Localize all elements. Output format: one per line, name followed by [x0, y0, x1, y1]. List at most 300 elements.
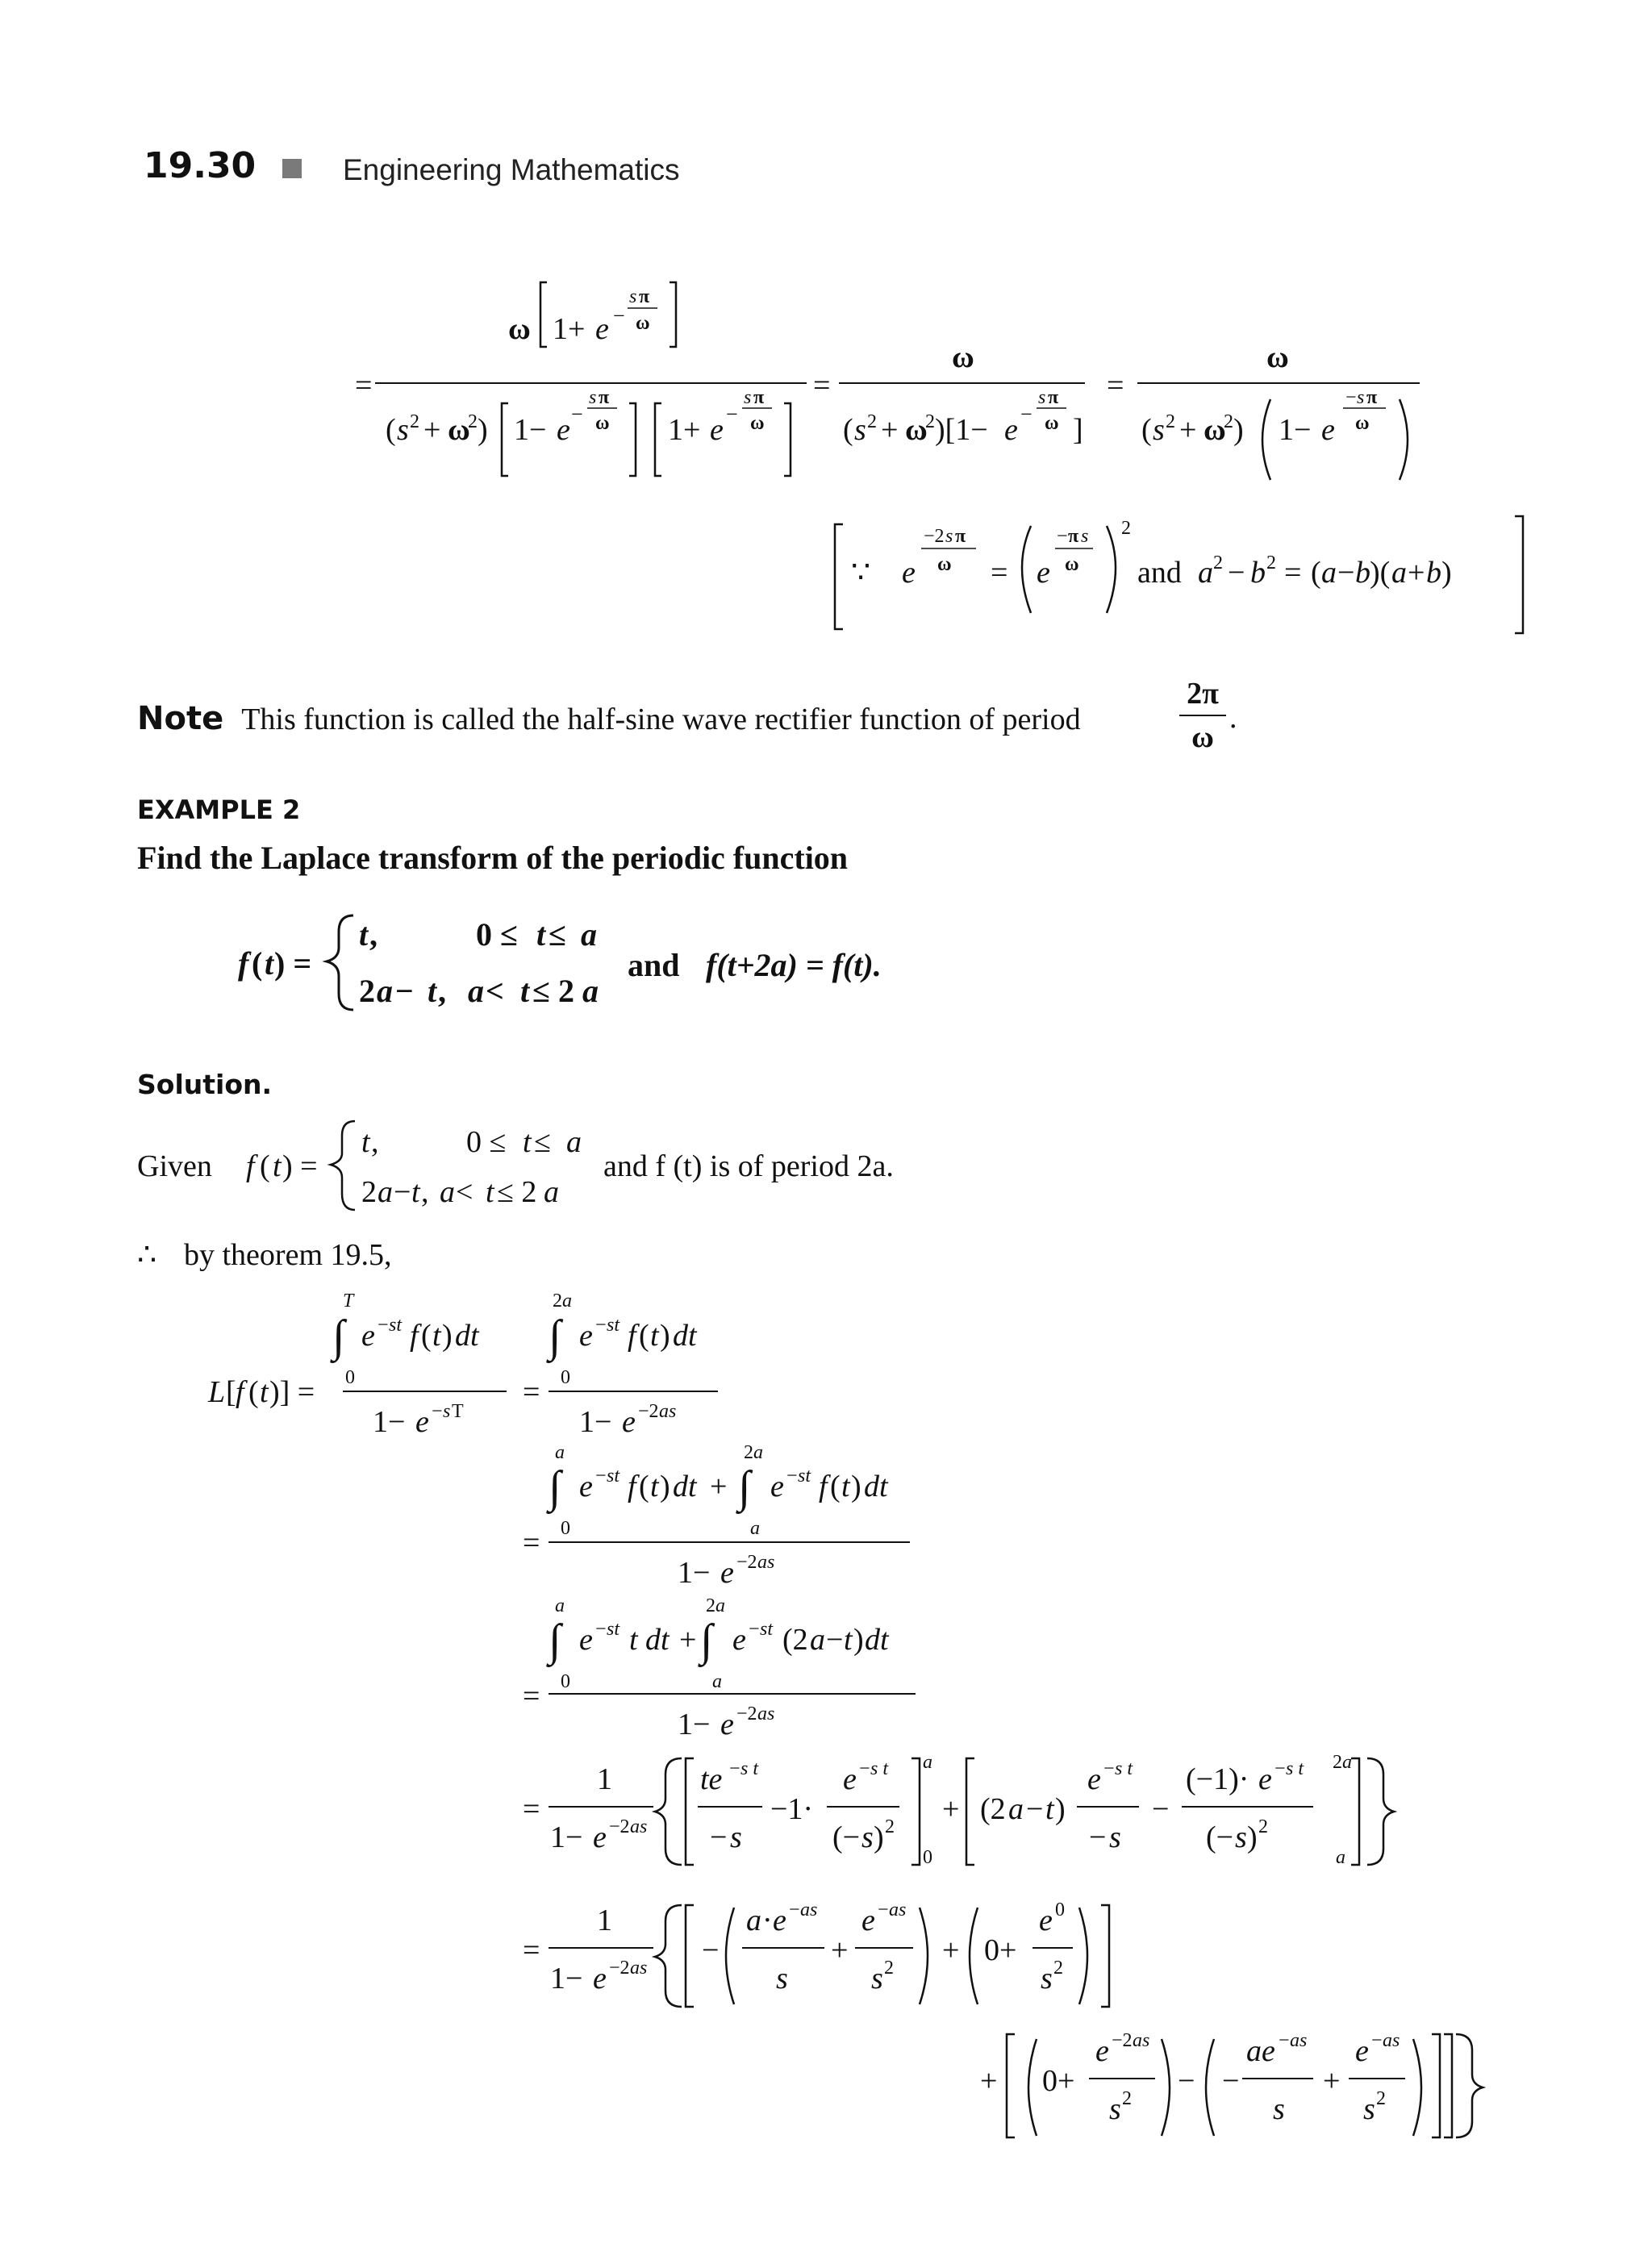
example-label: EXAMPLE 2 [137, 794, 301, 825]
svg-text:t: t [273, 1149, 282, 1183]
svg-text:−2: −2 [1112, 2030, 1133, 2051]
svg-text:0: 0 [345, 1367, 355, 1388]
svg-text:,: , [371, 1125, 379, 1159]
svg-text:π: π [1068, 526, 1079, 547]
svg-text:e: e [579, 1470, 593, 1503]
svg-text:2: 2 [1224, 411, 1233, 432]
svg-text:(: ( [260, 1149, 270, 1183]
svg-text:as: as [1383, 2030, 1400, 2051]
svg-text:−: − [378, 1315, 389, 1336]
svg-text:f: f [819, 1470, 828, 1503]
svg-text:0: 0 [561, 1367, 570, 1388]
svg-text:s: s [945, 526, 953, 547]
svg-text:as: as [659, 1401, 677, 1422]
svg-text:e: e [902, 556, 916, 590]
svg-text:1: 1 [597, 1904, 612, 1937]
svg-text:1+: 1+ [553, 312, 586, 346]
svg-text:+: + [942, 1933, 960, 1967]
svg-text:b: b [1426, 556, 1441, 590]
svg-text:): ) [1055, 1792, 1066, 1826]
svg-text:e: e [595, 312, 609, 346]
svg-text:0: 0 [561, 1671, 570, 1692]
theorem-text: by theorem 19.5, [184, 1238, 392, 1272]
svg-text:t: t [841, 1470, 850, 1503]
svg-text:t: t [265, 945, 274, 982]
svg-text:−: − [1057, 526, 1068, 547]
svg-text:e: e [720, 1556, 734, 1590]
svg-text:≤ 2: ≤ 2 [532, 973, 574, 1009]
svg-text:s: s [589, 387, 597, 408]
svg-text:as: as [1290, 2030, 1308, 2051]
svg-text:−: − [789, 1899, 800, 1920]
svg-text:as: as [757, 1703, 775, 1724]
svg-text:t: t [520, 973, 530, 1009]
svg-text:t: t [523, 1125, 532, 1159]
svg-text:st: st [607, 1619, 620, 1640]
svg-text:e: e [720, 1708, 734, 1741]
svg-text:0+: 0+ [1042, 2064, 1075, 2098]
svg-text:e: e [843, 1762, 857, 1796]
svg-text:e: e [710, 413, 724, 447]
svg-text:a: a [378, 1175, 393, 1209]
given-label: Given [137, 1149, 212, 1183]
svg-text:−: − [1337, 556, 1355, 590]
svg-text:(: ( [386, 413, 396, 447]
svg-text:a: a [712, 1671, 722, 1692]
svg-text:−1·: −1· [770, 1792, 814, 1826]
svg-text:−: − [702, 1933, 720, 1967]
svg-text:dt: dt [673, 1319, 697, 1353]
svg-text:te: te [700, 1762, 723, 1796]
svg-text:]: ] [1073, 413, 1083, 447]
svg-text:a: a [581, 916, 597, 953]
svg-text:s: s [1363, 2092, 1375, 2126]
svg-text:∴: ∴ [137, 1238, 157, 1272]
svg-text:−: − [1279, 2030, 1290, 2051]
svg-text:s: s [854, 413, 866, 447]
svg-text:L: L [208, 1375, 226, 1409]
svg-text:a: a [1198, 556, 1213, 590]
svg-text:−2: −2 [736, 1703, 757, 1724]
svg-text:1: 1 [597, 1762, 612, 1796]
svg-text:1−: 1− [579, 1405, 612, 1439]
svg-text:≤ 2: ≤ 2 [497, 1175, 537, 1209]
svg-text:e: e [1087, 1762, 1101, 1796]
svg-text:ω: ω [1355, 413, 1370, 434]
svg-text:0 ≤: 0 ≤ [466, 1125, 507, 1159]
svg-text:t dt: t dt [629, 1623, 670, 1657]
svg-text:−: − [878, 1899, 889, 1920]
svg-text:−: − [1371, 2030, 1383, 2051]
svg-text:t: t [428, 973, 437, 1009]
svg-text:e: e [732, 1623, 746, 1657]
svg-text:−: − [595, 1466, 607, 1487]
svg-text:a: a [923, 1752, 932, 1773]
svg-text:a: a [566, 1125, 582, 1159]
svg-text:2: 2 [410, 411, 419, 432]
svg-text:e: e [773, 1904, 786, 1937]
svg-text:−: − [1274, 1758, 1286, 1779]
svg-text:s: s [1357, 387, 1365, 408]
svg-text:0: 0 [1055, 1899, 1065, 1920]
svg-text:π: π [955, 526, 966, 547]
svg-text:∫: ∫ [549, 1462, 561, 1512]
svg-text:ω: ω [952, 340, 974, 374]
svg-text:s t: s t [1286, 1758, 1304, 1779]
svg-text:1−: 1− [678, 1708, 711, 1741]
svg-text:−: − [595, 1619, 607, 1640]
svg-text:,: , [369, 916, 378, 953]
svg-text:+: + [942, 1792, 960, 1826]
svg-text:a: a [1336, 1847, 1345, 1868]
note-period-den: ω [1191, 720, 1214, 754]
svg-text:s: s [730, 1820, 742, 1854]
svg-text:s: s [871, 1962, 883, 1995]
svg-text:): ) [660, 1470, 670, 1503]
svg-text:−: − [1020, 402, 1032, 426]
svg-text:a: a [1391, 556, 1407, 590]
svg-text:dt: dt [864, 1470, 888, 1503]
svg-text:s: s [1153, 413, 1165, 447]
svg-text:st: st [607, 1315, 620, 1336]
svg-text:(: ( [1311, 556, 1321, 590]
svg-text:e: e [770, 1470, 784, 1503]
svg-text:=: = [355, 369, 373, 402]
hint-and: and [1137, 556, 1182, 590]
svg-text:a: a [555, 1595, 565, 1616]
svg-text:2: 2 [1121, 518, 1131, 539]
svg-text:1−: 1− [550, 1962, 583, 1995]
svg-text:)[1−: )[1− [935, 413, 988, 447]
svg-text:): ) [1247, 1820, 1258, 1854]
svg-text:s t: s t [870, 1758, 889, 1779]
svg-text:=: = [1107, 369, 1124, 402]
svg-text:−: − [595, 1315, 607, 1336]
svg-text:,: , [438, 973, 446, 1009]
svg-text:t: t [432, 1319, 441, 1353]
note-period-num: 2π [1187, 677, 1219, 711]
svg-text:a: a [746, 1904, 761, 1937]
svg-text:∫: ∫ [700, 1616, 713, 1666]
svg-text:t: t [359, 916, 369, 953]
svg-text:=: = [523, 1792, 540, 1826]
svg-text:as: as [757, 1552, 775, 1573]
svg-text:2: 2 [1266, 553, 1276, 573]
svg-text:T: T [343, 1291, 354, 1311]
svg-text:2: 2 [867, 411, 877, 432]
svg-text:1−: 1− [1279, 413, 1312, 447]
svg-text:−: − [571, 402, 583, 426]
svg-text:−: − [729, 1758, 740, 1779]
svg-text:∫: ∫ [549, 1311, 561, 1362]
svg-text:a: a [1008, 1792, 1024, 1826]
svg-text:e: e [557, 413, 570, 447]
svg-text:=: = [991, 556, 1008, 590]
svg-text:): ) [853, 1623, 864, 1657]
svg-text:f: f [236, 1375, 244, 1409]
svg-text:−: − [859, 1758, 870, 1779]
svg-text:): ) [660, 1319, 670, 1353]
svg-text:π: π [753, 387, 765, 408]
svg-text:e: e [1039, 1904, 1053, 1937]
book-title: Engineering Mathematics [343, 153, 680, 186]
svg-text:)] =: )] = [269, 1375, 315, 1409]
svg-text:−: − [786, 1466, 798, 1487]
svg-text:−: − [1178, 2064, 1195, 2098]
svg-text:=: = [813, 369, 831, 402]
svg-text:t: t [361, 1125, 370, 1159]
svg-text:[: [ [226, 1375, 236, 1409]
svg-text:+: + [710, 1470, 728, 1503]
svg-text:e: e [622, 1405, 636, 1439]
svg-text:e: e [1004, 413, 1018, 447]
svg-text:(−1)·: (−1)· [1186, 1762, 1249, 1796]
example-statement: Find the Laplace transform of the periodic function [137, 840, 849, 876]
svg-text:(−: (− [832, 1820, 861, 1854]
svg-text:a: a [377, 973, 393, 1009]
svg-text:f: f [238, 945, 249, 982]
svg-text:(: ( [843, 413, 853, 447]
example-condition: f(t+2a) = f(t). [706, 947, 882, 983]
svg-text:ω: ω [937, 554, 952, 575]
svg-text:as: as [630, 1816, 648, 1837]
svg-text:=: = [523, 1526, 540, 1560]
svg-text:s t: s t [740, 1758, 759, 1779]
svg-text:−2: −2 [609, 1816, 630, 1837]
svg-text:−: − [395, 973, 414, 1009]
svg-text:−2: −2 [924, 526, 945, 547]
svg-text:e: e [593, 1820, 607, 1854]
svg-text:2: 2 [1166, 411, 1175, 432]
svg-text:s: s [776, 1962, 788, 1995]
svg-text:2: 2 [553, 1291, 562, 1311]
svg-text:(: ( [830, 1470, 841, 1503]
svg-text:s: s [443, 1401, 451, 1422]
svg-text:e: e [415, 1405, 429, 1439]
svg-text:s: s [1038, 387, 1046, 408]
svg-text:−: − [726, 402, 738, 426]
svg-text:0+: 0+ [984, 1933, 1017, 1967]
svg-text:ω: ω [508, 312, 531, 346]
svg-text:2: 2 [1053, 1958, 1063, 1979]
svg-text:)(: )( [1370, 556, 1391, 590]
svg-text:ω: ω [595, 413, 610, 434]
svg-text:−: − [826, 1623, 844, 1657]
svg-text:s: s [629, 286, 637, 307]
svg-text:s: s [1109, 1820, 1121, 1854]
svg-text:s: s [1109, 2092, 1121, 2126]
svg-text:dt: dt [673, 1470, 697, 1503]
svg-text:e: e [1355, 2034, 1369, 2068]
svg-text:∫: ∫ [738, 1462, 751, 1512]
svg-text:=: = [523, 1375, 540, 1409]
svg-text:(: ( [252, 945, 263, 982]
svg-text:2: 2 [359, 973, 375, 1009]
svg-text:st: st [798, 1466, 811, 1487]
svg-text:2: 2 [1376, 2088, 1386, 2109]
svg-text:a: a [1342, 1752, 1352, 1773]
svg-text:π: π [639, 286, 650, 307]
svg-text:0 ≤: 0 ≤ [476, 916, 518, 953]
svg-text:−2: −2 [609, 1958, 630, 1979]
svg-text:s: s [861, 1820, 874, 1854]
svg-text:1−: 1− [514, 413, 547, 447]
svg-text:≤: ≤ [549, 916, 566, 953]
svg-text:+: + [881, 413, 899, 447]
svg-text:+: + [831, 1933, 849, 1967]
svg-text:2: 2 [744, 1442, 753, 1463]
svg-text:e: e [579, 1623, 593, 1657]
svg-text:π: π [599, 387, 610, 408]
svg-text:·: · [762, 1904, 773, 1937]
svg-text:2: 2 [885, 1816, 895, 1837]
svg-text:−: − [432, 1401, 443, 1422]
svg-text:t: t [1045, 1792, 1054, 1826]
svg-text:t: t [844, 1623, 853, 1657]
svg-text:(: ( [639, 1470, 649, 1503]
svg-text:π: π [1366, 387, 1378, 408]
svg-text:−: − [613, 304, 625, 327]
svg-text:st: st [389, 1315, 403, 1336]
svg-text:ω: ω [1266, 340, 1289, 374]
svg-text:1−: 1− [678, 1556, 711, 1590]
svg-text:−: − [1103, 1758, 1115, 1779]
svg-text:a: a [1321, 556, 1337, 590]
svg-text:t: t [536, 916, 546, 953]
svg-text:+: + [980, 2064, 998, 2098]
svg-text:dt: dt [865, 1623, 889, 1657]
svg-text:+: + [1323, 2064, 1341, 2098]
svg-text:e: e [861, 1904, 875, 1937]
svg-text:s: s [744, 387, 752, 408]
page: 19.30 Engineering Mathematics = ω 1+ e − s π ω ( s 2 + ω 2 ) 1− e − s π ω 1+ e − s π ω = ω ( s 2 + ω 2 )[1− e − s π ω ] = ω ( s 2 + ω 2 ) 1− e − s π ω ∵ e −2 s π ω = e − π s ω 2 and a 2 − b 2 = ( a − b )( a + b ) Note This function is called the half-sine wave rectifier function of period 2π ω . EXAMPLE 2 Find the Laplace transform of the periodic function f ( t ) = t , 0 ≤ t ≤ a 2 a − t , a < t ≤ 2 a and f(t+2a) = f(t). Solution. Given f ( t ) = t , 0 ≤ t ≤ a 2 a − t , a < t ≤ 2 a and f (t) is of period 2a. ∴ by theorem 19.5, L [ f ( t )] = T ∫ 0 e − st f ( t ) dt 1− e − s T = 2 a ∫ 0 e − st f ( t ) dt 1− e −2 as = a ∫ 0 e − st f ( t ) dt + 2 a ∫ a e − st f ( t ) dt 1− e −2 as = a ∫ 0 e − st t dt + 2 a ∫ a e − st (2 a − t ) dt 1− e −2 as = 1 1− e −2 as te − s t − s −1· e − s t (− s ) 2 a 0 + (2 a − t ) e − s t − s − (−1)· e − s t (− s ) 2 2 a a = 1 1− e −2 as − a · e − as s + e − as s 2 + 0+ e 0 s 2 + 0+ e −2 as s 2 − − ae − as s + e − as s 2 [0, 0, 1652, 2256]
svg-text:b: b [1355, 556, 1370, 590]
svg-text:s: s [1041, 1962, 1053, 1995]
svg-text:π: π [1048, 387, 1059, 408]
svg-text:a: a [562, 1291, 572, 1311]
svg-text:t: t [411, 1175, 420, 1209]
svg-text:≤: ≤ [534, 1125, 551, 1159]
svg-text:a: a [468, 973, 484, 1009]
svg-text:f: f [628, 1470, 636, 1503]
svg-text:a: a [555, 1442, 565, 1463]
svg-text:): ) [478, 413, 488, 447]
svg-text:e: e [579, 1319, 593, 1353]
svg-text:as: as [1133, 2030, 1150, 2051]
svg-text:−: − [1026, 1792, 1044, 1826]
svg-text:ω: ω [1045, 413, 1059, 434]
svg-text:ω: ω [1065, 554, 1079, 575]
svg-text:e: e [1321, 413, 1335, 447]
svg-text:(: ( [639, 1319, 649, 1353]
page-number: 19.30 [144, 145, 257, 186]
svg-text:ω: ω [750, 413, 765, 434]
svg-text:2: 2 [468, 411, 478, 432]
svg-text:f: f [246, 1149, 255, 1183]
example-and: and [628, 947, 680, 983]
svg-text:(−: (− [1206, 1820, 1234, 1854]
svg-text:2: 2 [1258, 1816, 1268, 1837]
svg-text:): ) [1233, 413, 1244, 447]
svg-text:t: t [486, 1175, 494, 1209]
svg-text:ω: ω [1204, 413, 1226, 447]
svg-text:=: = [523, 1933, 540, 1967]
svg-text:∫: ∫ [332, 1311, 345, 1362]
svg-text:=: = [523, 1679, 540, 1713]
svg-text:e: e [1095, 2034, 1109, 2068]
svg-text:+: + [679, 1623, 697, 1657]
svg-text:a: a [810, 1623, 825, 1657]
svg-text:s: s [1273, 2092, 1285, 2126]
svg-text:f: f [410, 1319, 419, 1353]
svg-text:t: t [650, 1319, 659, 1353]
svg-text:t: t [260, 1375, 269, 1409]
svg-text:): ) [1441, 556, 1452, 590]
svg-text:−: − [749, 1619, 760, 1640]
svg-text:+: + [1179, 413, 1197, 447]
svg-text:−: − [1345, 387, 1357, 408]
svg-text:<: < [456, 1175, 473, 1209]
svg-text:e: e [1037, 556, 1050, 590]
note-text: This function is called the half-sine wave rectifier function of period [241, 703, 1081, 736]
svg-text:−2: −2 [736, 1552, 757, 1573]
svg-text:ω: ω [636, 313, 650, 334]
svg-text:a: a [582, 973, 599, 1009]
svg-text:b: b [1250, 556, 1266, 590]
svg-text:a: a [753, 1442, 763, 1463]
period-text: and f (t) is of period 2a. [603, 1149, 894, 1183]
svg-text:1−: 1− [550, 1820, 583, 1854]
svg-text:−: − [1152, 1792, 1170, 1826]
svg-text:2: 2 [706, 1595, 715, 1616]
svg-text:f: f [628, 1319, 636, 1353]
svg-text:2: 2 [1122, 2088, 1132, 2109]
svg-text:ω: ω [905, 413, 928, 447]
svg-text:ae: ae [1246, 2034, 1275, 2068]
svg-text:(2: (2 [782, 1623, 808, 1657]
svg-text:−: − [394, 1175, 411, 1209]
svg-text:dt: dt [455, 1319, 479, 1353]
svg-text:) =: ) = [282, 1149, 318, 1183]
svg-text:t: t [650, 1470, 659, 1503]
svg-text:2: 2 [1213, 553, 1223, 573]
svg-text:(: ( [421, 1319, 432, 1353]
svg-text:as: as [630, 1958, 648, 1979]
svg-text:a: a [440, 1175, 455, 1209]
svg-text:): ) [442, 1319, 453, 1353]
svg-text:2: 2 [925, 411, 935, 432]
svg-text:as: as [800, 1899, 818, 1920]
svg-text:+: + [1408, 556, 1425, 590]
note-label: Note [137, 700, 224, 737]
svg-text:−: − [1228, 556, 1245, 590]
svg-text:a: a [715, 1595, 725, 1616]
svg-text:+: + [423, 413, 441, 447]
svg-text:s: s [1235, 1820, 1247, 1854]
svg-text:(: ( [1141, 413, 1152, 447]
svg-text:a: a [544, 1175, 559, 1209]
svg-text:2: 2 [884, 1958, 894, 1979]
svg-text:) =: ) = [274, 945, 312, 982]
svg-text:2: 2 [361, 1175, 377, 1209]
svg-text:T: T [452, 1401, 464, 1422]
svg-text:0: 0 [923, 1847, 932, 1868]
svg-text:): ) [851, 1470, 861, 1503]
svg-text:ω: ω [448, 413, 470, 447]
svg-text:): ) [874, 1820, 884, 1854]
svg-text:st: st [760, 1619, 774, 1640]
svg-text:s: s [397, 413, 409, 447]
